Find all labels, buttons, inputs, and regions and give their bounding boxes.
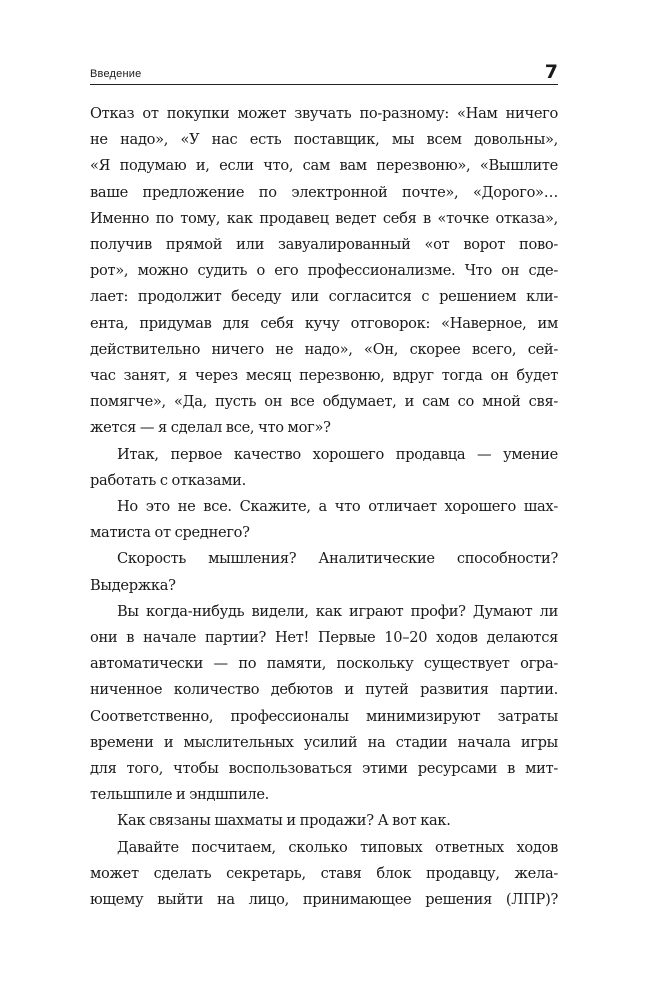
text-line: Как связаны шахматы и продажи? А вот как.	[117, 812, 451, 830]
text-line: лает: продолжит беседу или согласится с решением кли-	[90, 288, 558, 306]
text-line: Именно по тому, как продавец ведет себя в «точке отказа»,	[90, 209, 558, 227]
text-line: они в начале партии? Нет! Первые 10–20 ходов делаются	[90, 629, 558, 647]
paragraph-refusals	[90, 101, 558, 442]
text-line: Давайте посчитаем, сколько типовых ответных ходов	[117, 838, 558, 856]
text-line: автоматически — по памяти, поскольку существует огра-	[90, 655, 558, 673]
paragraph-professionals	[90, 599, 558, 809]
body-text	[90, 101, 558, 913]
text-line: времени и мыслительных усилий на стадии начала игры	[90, 733, 558, 751]
text-line: ваше предложение по электронной почте», «Дорого»…	[90, 183, 558, 201]
text-line: жется — я сделал все, что мог»?	[90, 419, 331, 437]
text-line: для того, чтобы воспользоваться этими ресурсами в мит-	[90, 760, 558, 778]
paragraph-secretary-moves	[90, 835, 558, 914]
section-title: Введение	[90, 68, 142, 80]
text-line: не надо», «У нас есть поставщик, мы всем довольны»,	[90, 131, 558, 149]
text-line: ниченное количество дебютов и путей развития партии.	[90, 681, 558, 699]
text-line: час занят, я через месяц перезвоню, вдруг тогда он будет	[90, 367, 558, 385]
paragraph-thinking-speed	[90, 546, 558, 598]
text-line: Выдержка?	[90, 576, 176, 594]
text-line: ющему выйти на лицо, принимающее решения (ЛПР)?	[90, 891, 558, 909]
text-line: Скорость мышления? Аналитические способности?	[117, 550, 558, 568]
text-line: ента, придумав для себя кучу отговорок: «Наверное, им	[90, 314, 558, 332]
text-line: помягче», «Да, пусть он все обдумает, и сам со мной свя-	[90, 393, 558, 411]
text-line: Но это не все. Скажите, а что отличает хорошего шах-	[117, 498, 558, 516]
text-line: тельшпиле и эндшпиле.	[90, 786, 270, 804]
text-line: Соответственно, профессионалы минимизируют затраты	[90, 707, 558, 725]
text-line: действительно ничего не надо», «Он, скорее всего, сей-	[90, 340, 558, 358]
paragraph-chess-and-sales	[90, 808, 558, 834]
paragraph-first-quality	[90, 442, 558, 494]
text-line: Итак, первое качество хорошего продавца — умение	[117, 445, 558, 463]
text-line: рот», можно судить о его профессионализме. Что он сде-	[90, 262, 558, 280]
text-line: матиста от среднего?	[90, 524, 250, 542]
text-line: может сделать секретарь, ставя блок продавцу, жела-	[90, 864, 558, 882]
page-number: 7	[544, 61, 558, 83]
text-line: работать с отказами.	[90, 471, 246, 489]
text-line: «Я подумаю и, если что, сам вам перезвоню», «Вышлите	[90, 157, 558, 175]
text-line: Вы когда-нибудь видели, как играют профи? Думают ли	[117, 602, 558, 620]
paragraph-chess-player	[90, 494, 558, 546]
text-line: получив прямой или завуалированный «от ворот пово-	[90, 236, 558, 254]
text-line: Отказ от покупки может звучать по-разному: «Нам ничего	[90, 105, 558, 122]
running-header	[90, 60, 558, 85]
